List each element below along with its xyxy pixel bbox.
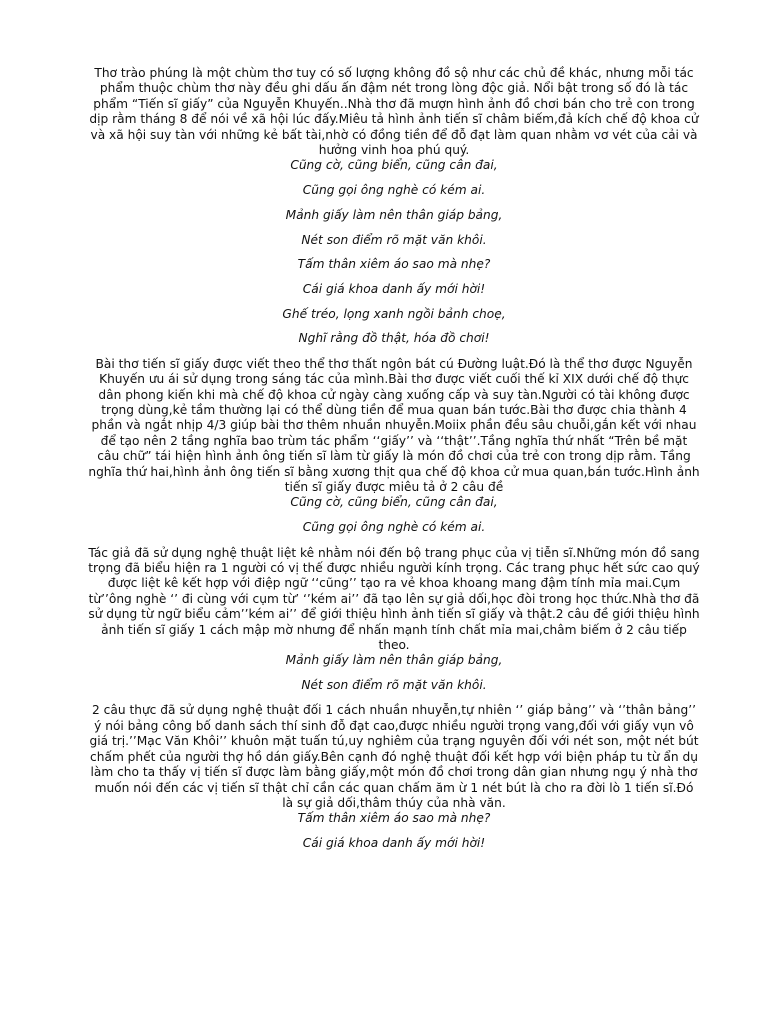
- quote-thuc-line-2: Nét son điểm rõ mặt văn khôi.: [301, 678, 487, 693]
- document-page: [88, 66, 700, 851]
- quote-luan: [88, 811, 700, 851]
- quote-de-line-1: Cũng cờ, cũng biển, cũng cân đai,: [290, 495, 498, 510]
- poem-line-6: Cái giá khoa danh ấy mới hời!: [302, 281, 486, 296]
- analysis-paragraph-2: Tác giả đã sử dụng nghệ thuật liệt kê nhằm nói đến bộ trang phục của vị tiễn sĩ.Những món đồ sang trọng đã biểu hiện ra 1 người có vị thế được nhiều người kính trọng. Các trang phục hết sức cao quý được liệt kê kết hợp với điệp ngữ ‘‘cũng’’ tạo ra vẻ khoa khoang mang đậm tính mỉa mai.Cụm từ’’ông nghè ‘’ đi cùng với cụm từ’ ‘’kém ai’’ đã tạo lên sự giả dối,học đòi trong học thức.Nhà thơ đã sử dụng từ ngữ biểu cảm’’kém ai’’ để giới thiệu hình ảnh tiến sĩ giấy và thật.2 câu đề giới thiệu hình ảnh tiến sĩ giấy 1 cách mập mờ nhưng để nhấn mạnh tính chất mỉa mai,châm biếm ở 2 câu tiếp theo.: [88, 545, 700, 652]
- poem-line-4: Nét son điểm rõ mặt văn khôi.: [301, 232, 487, 247]
- intro-paragraph: Thơ trào phúng là một chùm thơ tuy có số lượng không đồ sộ như các chủ đề khác, nhưng mỗi tác phẩm thuộc chùm thơ này đều ghi dấu ấn đậm nét trong lòng độc giả. Nổi bật trong số đó là tác phẩm “Tiến sĩ giấy” của Nguyễn Khuyến..Nhà thơ đã mượn hình ảnh đồ chơi bán cho trẻ con trong dịp rằm tháng 8 để nói về xã hội lúc đấy.Miêu tả hình ảnh tiến sĩ châm biếm,đả kích chế độ khoa cử và xã hội suy tàn với những kẻ bất tài,nhờ có đồng tiền để đỗ đạt làm quan nhằm vơ vét của cải và hưởng vinh hoa phú quý.: [89, 66, 699, 158]
- poem-line-3: Mảnh giấy làm nên thân giáp bảng,: [285, 207, 503, 222]
- poem-line-5: Tấm thân xiêm áo sao mà nhẹ?: [297, 257, 491, 272]
- poem-line-7: Ghế tréo, lọng xanh ngồi bảnh choẹ,: [282, 306, 506, 321]
- quote-thuc-line-1: Mảnh giấy làm nên thân giáp bảng,: [285, 653, 503, 668]
- poem-full: [88, 158, 700, 346]
- quote-luan-line-1: Tấm thân xiêm áo sao mà nhẹ?: [297, 811, 491, 826]
- analysis-paragraph-3: 2 câu thực đã sử dụng nghệ thuật đối 1 cách nhuần nhuyễn,tự nhiên ‘’ giáp bảng’’ và ‘’thân bảng’’ ý nói bảng công bố danh sách thí sinh đỗ đạt cao,được nhiều người trọng vang,đối với giấy vụn vô giá trị.’’Mạc Văn Khôi’’ khuôn mặt tuấn tú,uy nghiêm của trạng nguyên đối với nét son, một nét bút chấm phết của người thợ hồ dán giấy.Bên cạnh đó nghệ thuật đối kết hợp với biện pháp tu từ ẩn dụ làm cho ta thấy vị tiến sĩ được làm bằng giấy,một món đồ chơi trong dân gian nhưng ngụ ý nhà thơ muốn nói đến các vị tiến sĩ thật chỉ cần các quan chấm ăm ừ 1 nét bút là cho ra đời lò 1 tiến sĩ.Đó là sự giả dối,thâm thúy của nhà văn.: [89, 703, 699, 810]
- quote-thuc: [88, 653, 700, 693]
- analysis-paragraph-1: Bài thơ tiến sĩ giấy được viết theo thể thơ thất ngôn bát cú Đường luật.Đó là thể thơ được Nguyễn Khuyến ưu ái sử dụng trong sáng tác của mình.Bài thơ được viết cuối thế kỉ XIX dưới chế độ thực dân phong kiến khi mà chế độ khoa cử ngày càng xuống cấp và suy tàn.Người có tài không được trọng dùng,kẻ tầm thường lại có thể dùng tiền để mua quan bán tước.Bài thơ được chia thành 4 phần và ngắt nhịp 4/3 giúp bài thơ thêm nhuần nhuyễn.Moiix phần đều sâu chuỗi,gắn kết với nhau để tạo nên 2 tầng nghĩa bao trùm tác phẩm ‘‘giấy’’ và ‘‘thật’’.Tầng nghĩa thứ nhất “Trên bề mặt câu chữ” tái hiện hình ảnh ông tiến sĩ làm từ giấy là món đồ chơi của trẻ con trong dịp rằm. Tầng nghĩa thứ hai,hình ảnh ông tiến sĩ bằng xương thịt qua chế độ khoa cử mua quan,bán tước.Hình ảnh tiến sĩ giấy được miêu tả ở 2 câu đề: [88, 356, 700, 495]
- poem-line-8: Nghĩ rằng đồ thật, hóa đồ chơi!: [298, 331, 490, 346]
- quote-de: [88, 495, 700, 535]
- quote-de-line-2: Cũng gọi ông nghè có kém ai.: [302, 520, 486, 535]
- poem-line-2: Cũng gọi ông nghè có kém ai.: [302, 183, 486, 198]
- poem-line-1: Cũng cờ, cũng biển, cũng cân đai,: [290, 158, 498, 173]
- quote-luan-line-2: Cái giá khoa danh ấy mới hời!: [302, 836, 486, 851]
